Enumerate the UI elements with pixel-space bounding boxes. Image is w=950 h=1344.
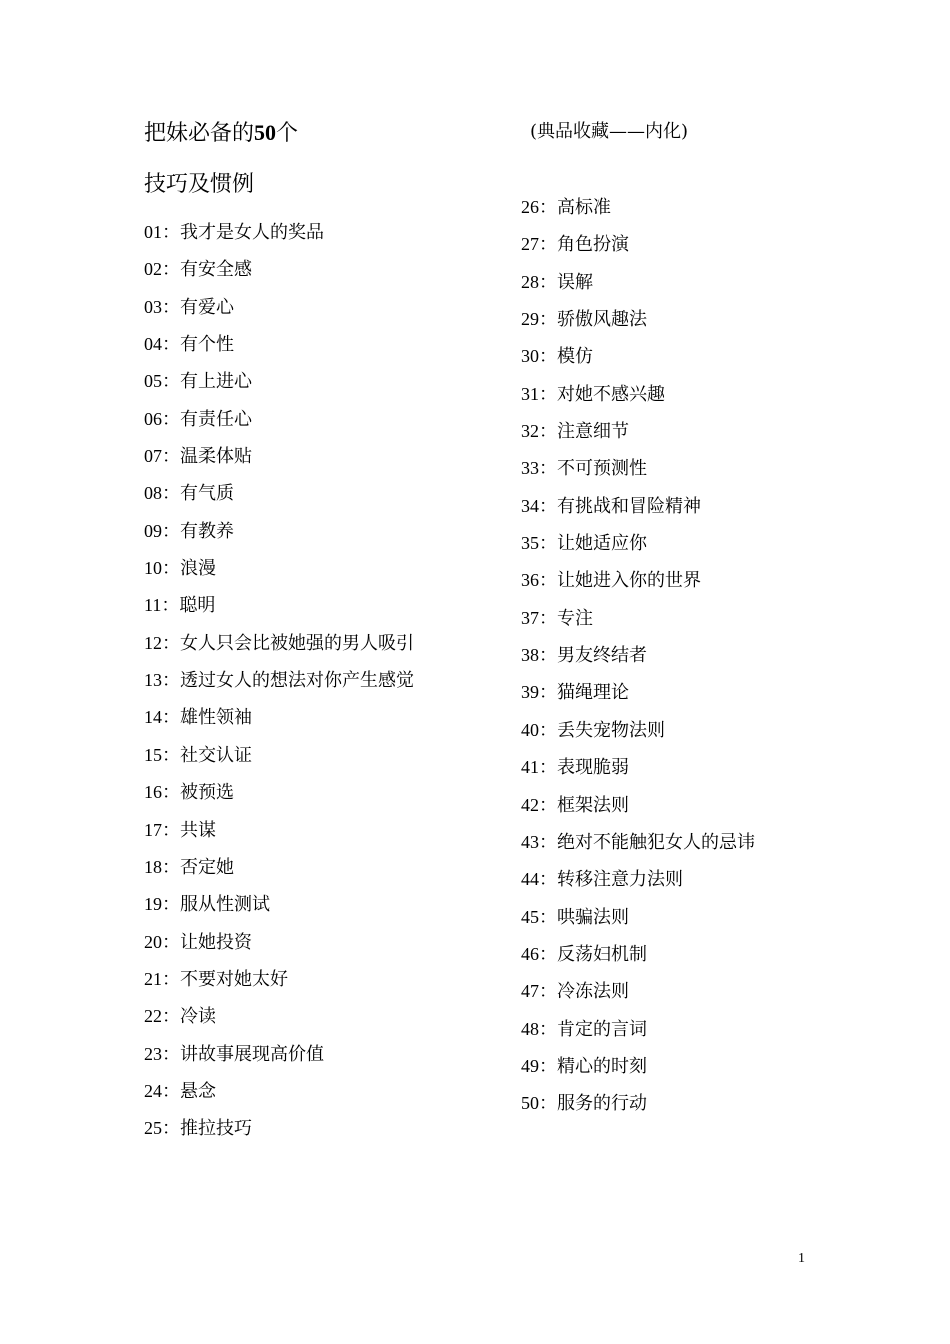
list-item bbox=[144, 440, 414, 477]
list-item bbox=[521, 490, 755, 527]
item-separator: ： bbox=[162, 259, 180, 281]
title-prefix: 把妹必备的 bbox=[144, 121, 255, 146]
item-number: 26 bbox=[521, 197, 539, 217]
item-number: 24 bbox=[144, 1080, 162, 1101]
item-separator: ： bbox=[162, 931, 180, 953]
list-item bbox=[521, 901, 755, 938]
item-text: 被预选 bbox=[180, 782, 234, 804]
item-number: 42 bbox=[521, 794, 539, 815]
item-separator: ： bbox=[539, 645, 557, 667]
item-separator: ： bbox=[162, 819, 180, 841]
list-item bbox=[144, 739, 414, 776]
list-item bbox=[144, 776, 414, 813]
item-text: 聪明 bbox=[179, 595, 216, 617]
list-item bbox=[144, 216, 414, 253]
list-item bbox=[521, 789, 755, 826]
item-text: 框架法则 bbox=[557, 794, 629, 816]
list-item bbox=[521, 1050, 755, 1087]
item-text: 服从性测试 bbox=[180, 894, 270, 916]
item-number: 05 bbox=[144, 371, 162, 392]
list-item bbox=[144, 664, 414, 701]
item-text: 让她投资 bbox=[180, 931, 252, 953]
list-item bbox=[144, 851, 414, 888]
item-separator: ： bbox=[539, 794, 557, 816]
item-text: 转移注意力法则 bbox=[557, 869, 683, 891]
item-number: 39 bbox=[521, 682, 539, 703]
item-number: 31 bbox=[521, 383, 539, 404]
item-text: 让她适应你 bbox=[557, 533, 647, 555]
right-column-list bbox=[521, 191, 755, 1125]
item-text: 有爱心 bbox=[180, 296, 234, 318]
item-text: 反荡妇机制 bbox=[557, 943, 647, 965]
item-number: 06 bbox=[144, 408, 162, 429]
item-text: 悬念 bbox=[180, 1080, 216, 1102]
item-text: 有挑战和冒险精神 bbox=[557, 495, 701, 517]
item-text: 有责任心 bbox=[180, 408, 252, 430]
item-text: 精心的时刻 bbox=[557, 1055, 647, 1077]
item-separator: ： bbox=[162, 968, 180, 990]
item-separator: ： bbox=[162, 670, 180, 692]
page-title bbox=[144, 117, 298, 150]
item-number: 07 bbox=[144, 446, 162, 467]
page-title-line2: 技巧及惯例 bbox=[144, 172, 255, 197]
item-number: 47 bbox=[521, 981, 539, 1002]
item-text: 有上进心 bbox=[180, 371, 252, 393]
list-item bbox=[521, 938, 755, 975]
item-separator: ： bbox=[162, 558, 180, 580]
item-number: 09 bbox=[144, 520, 162, 541]
list-item bbox=[521, 751, 755, 788]
list-item bbox=[521, 191, 755, 228]
item-text: 注意细节 bbox=[557, 421, 629, 443]
list-item bbox=[144, 589, 414, 626]
item-text: 男友终结者 bbox=[557, 645, 647, 667]
item-number: 44 bbox=[521, 869, 539, 890]
item-number: 08 bbox=[144, 483, 162, 504]
item-text: 猫绳理论 bbox=[557, 682, 629, 704]
item-text: 让她进入你的世界 bbox=[557, 570, 701, 592]
item-number: 41 bbox=[521, 757, 539, 778]
item-separator: ： bbox=[539, 906, 557, 928]
item-separator: ： bbox=[162, 1080, 180, 1102]
item-text: 误解 bbox=[557, 271, 593, 293]
item-separator: ： bbox=[162, 894, 180, 916]
item-separator: ： bbox=[539, 197, 557, 218]
item-separator: ： bbox=[162, 707, 180, 729]
item-text: 我才是女人的奖品 bbox=[180, 222, 324, 243]
item-text: 对她不感兴趣 bbox=[557, 383, 665, 405]
item-text: 有教养 bbox=[180, 520, 234, 542]
list-item bbox=[144, 627, 414, 664]
item-number: 50 bbox=[521, 1093, 539, 1114]
item-separator: ： bbox=[162, 1043, 180, 1065]
item-separator: ： bbox=[539, 570, 557, 592]
left-column-list bbox=[144, 216, 414, 1150]
list-item bbox=[521, 527, 755, 564]
list-item bbox=[521, 863, 755, 900]
list-item bbox=[521, 378, 755, 415]
item-separator: ： bbox=[162, 408, 180, 430]
item-separator: ： bbox=[539, 1055, 557, 1077]
item-separator: ： bbox=[539, 533, 557, 555]
item-separator: ： bbox=[162, 483, 180, 505]
item-number: 23 bbox=[144, 1043, 162, 1064]
item-number: 11 bbox=[144, 595, 162, 616]
item-number: 21 bbox=[144, 968, 162, 989]
item-number: 01 bbox=[144, 222, 162, 242]
item-text: 表现脆弱 bbox=[557, 757, 629, 779]
item-separator: ： bbox=[539, 719, 557, 741]
item-separator: ： bbox=[162, 1118, 180, 1140]
item-number: 36 bbox=[521, 570, 539, 591]
item-number: 35 bbox=[521, 533, 539, 554]
item-text: 不要对她太好 bbox=[180, 968, 288, 990]
item-number: 28 bbox=[521, 271, 539, 292]
item-text: 冷读 bbox=[180, 1006, 216, 1028]
item-text: 肯定的言词 bbox=[557, 1018, 647, 1040]
item-separator: ： bbox=[539, 458, 557, 480]
item-text: 女人只会比被她强的男人吸引 bbox=[180, 632, 414, 654]
list-item bbox=[144, 1038, 414, 1075]
item-separator: ： bbox=[161, 595, 180, 617]
item-separator: ： bbox=[162, 222, 180, 243]
item-number: 17 bbox=[144, 819, 162, 840]
list-item bbox=[521, 826, 755, 863]
list-item bbox=[144, 701, 414, 738]
item-separator: ： bbox=[539, 234, 557, 256]
list-item bbox=[144, 552, 414, 589]
list-item bbox=[144, 963, 414, 1000]
item-number: 22 bbox=[144, 1006, 162, 1027]
item-text: 推拉技巧 bbox=[180, 1118, 252, 1140]
list-item bbox=[144, 253, 414, 290]
item-text: 角色扮演 bbox=[557, 234, 629, 256]
item-separator: ： bbox=[162, 446, 180, 468]
item-number: 48 bbox=[521, 1018, 539, 1039]
item-number: 20 bbox=[144, 931, 162, 952]
item-number: 02 bbox=[144, 259, 162, 280]
item-number: 37 bbox=[521, 607, 539, 628]
item-number: 43 bbox=[521, 831, 539, 852]
item-separator: ： bbox=[539, 981, 557, 1003]
list-item bbox=[521, 602, 755, 639]
list-item bbox=[144, 1000, 414, 1037]
list-item bbox=[521, 415, 755, 452]
item-text: 专注 bbox=[557, 607, 593, 629]
item-separator: ： bbox=[162, 334, 180, 356]
item-number: 13 bbox=[144, 670, 162, 691]
list-item bbox=[144, 515, 414, 552]
list-item bbox=[144, 291, 414, 328]
page-number: 1 bbox=[798, 1251, 805, 1266]
item-text: 模仿 bbox=[557, 346, 593, 368]
list-item bbox=[521, 1087, 755, 1124]
item-separator: ： bbox=[539, 757, 557, 779]
list-item bbox=[521, 676, 755, 713]
item-number: 10 bbox=[144, 558, 162, 579]
title-number: 50 bbox=[254, 120, 277, 145]
list-item bbox=[144, 365, 414, 402]
list-item bbox=[521, 266, 755, 303]
item-separator: ： bbox=[162, 1006, 180, 1028]
item-text: 高标准 bbox=[557, 197, 611, 218]
list-item bbox=[521, 228, 755, 265]
item-number: 03 bbox=[144, 296, 162, 317]
list-item bbox=[144, 926, 414, 963]
item-text: 社交认证 bbox=[180, 744, 252, 766]
item-number: 12 bbox=[144, 632, 162, 653]
item-text: 丢失宠物法则 bbox=[557, 719, 665, 741]
item-text: 冷冻法则 bbox=[557, 981, 629, 1003]
item-separator: ： bbox=[539, 607, 557, 629]
item-text: 骄傲风趣法 bbox=[557, 309, 647, 331]
list-item bbox=[144, 403, 414, 440]
item-text: 有个性 bbox=[180, 334, 234, 356]
item-separator: ： bbox=[539, 421, 557, 443]
item-text: 绝对不能触犯女人的忌讳 bbox=[557, 831, 755, 853]
item-number: 34 bbox=[521, 495, 539, 516]
item-separator: ： bbox=[162, 296, 180, 318]
item-separator: ： bbox=[162, 632, 180, 654]
item-separator: ： bbox=[162, 371, 180, 393]
title-suffix: 个 bbox=[276, 121, 299, 146]
item-separator: ： bbox=[539, 271, 557, 293]
item-number: 18 bbox=[144, 856, 162, 877]
item-number: 19 bbox=[144, 894, 162, 915]
item-number: 15 bbox=[144, 744, 162, 765]
item-separator: ： bbox=[539, 831, 557, 853]
list-item bbox=[144, 477, 414, 514]
item-number: 32 bbox=[521, 421, 539, 442]
list-item bbox=[521, 1013, 755, 1050]
list-item bbox=[144, 1112, 414, 1149]
item-separator: ： bbox=[539, 682, 557, 704]
item-separator: ： bbox=[539, 869, 557, 891]
item-number: 29 bbox=[521, 309, 539, 330]
item-number: 30 bbox=[521, 346, 539, 367]
list-item bbox=[144, 888, 414, 925]
item-text: 服务的行动 bbox=[557, 1093, 647, 1115]
item-separator: ： bbox=[162, 782, 180, 804]
item-number: 45 bbox=[521, 906, 539, 927]
item-separator: ： bbox=[539, 346, 557, 368]
item-text: 否定她 bbox=[180, 856, 234, 878]
item-number: 38 bbox=[521, 645, 539, 666]
item-separator: ： bbox=[539, 309, 557, 331]
list-item bbox=[521, 452, 755, 489]
list-item bbox=[521, 340, 755, 377]
item-text: 有安全感 bbox=[180, 259, 252, 281]
item-number: 16 bbox=[144, 782, 162, 803]
list-item bbox=[521, 303, 755, 340]
item-separator: ： bbox=[162, 520, 180, 542]
item-separator: ： bbox=[539, 1093, 557, 1115]
item-number: 49 bbox=[521, 1055, 539, 1076]
item-separator: ： bbox=[162, 856, 180, 878]
item-text: 温柔体贴 bbox=[180, 446, 252, 468]
item-number: 46 bbox=[521, 943, 539, 964]
list-item bbox=[521, 714, 755, 751]
item-number: 40 bbox=[521, 719, 539, 740]
item-text: 哄骗法则 bbox=[557, 906, 629, 928]
item-separator: ： bbox=[539, 495, 557, 517]
item-text: 浪漫 bbox=[180, 558, 216, 580]
list-item bbox=[521, 564, 755, 601]
item-separator: ： bbox=[539, 1018, 557, 1040]
item-number: 27 bbox=[521, 234, 539, 255]
list-item bbox=[144, 328, 414, 365]
item-number: 33 bbox=[521, 458, 539, 479]
item-text: 有气质 bbox=[180, 483, 234, 505]
item-text: 雄性领袖 bbox=[180, 707, 252, 729]
item-text: 透过女人的想法对你产生感觉 bbox=[180, 670, 414, 692]
list-item bbox=[144, 814, 414, 851]
list-item bbox=[521, 639, 755, 676]
item-text: 不可预测性 bbox=[557, 458, 647, 480]
item-text: 讲故事展现高价值 bbox=[180, 1043, 324, 1065]
item-separator: ： bbox=[539, 943, 557, 965]
subtitle: (典品收藏——内化) bbox=[530, 121, 689, 142]
item-number: 14 bbox=[144, 707, 162, 728]
item-separator: ： bbox=[162, 744, 180, 766]
item-number: 25 bbox=[144, 1118, 162, 1139]
list-item bbox=[521, 975, 755, 1012]
item-text: 共谋 bbox=[180, 819, 216, 841]
list-item bbox=[144, 1075, 414, 1112]
item-separator: ： bbox=[539, 383, 557, 405]
item-number: 04 bbox=[144, 334, 162, 355]
